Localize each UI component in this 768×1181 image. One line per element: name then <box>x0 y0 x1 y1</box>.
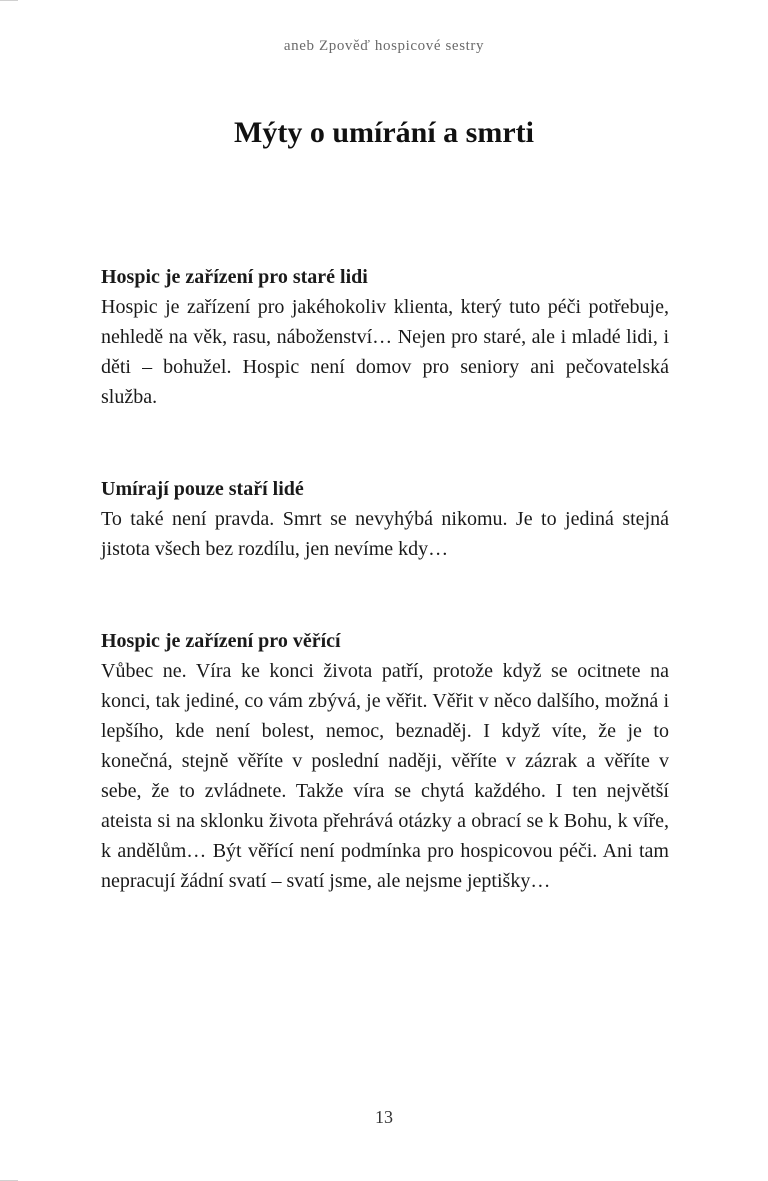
section-heading: Umírají pouze staří lidé <box>101 478 304 500</box>
chapter-title: Mýty o umírání a smrti <box>234 116 534 149</box>
section-myth-only-old-die <box>101 474 669 564</box>
section-myth-elderly <box>101 262 669 412</box>
running-header: aneb Zpověď hospicové sestry <box>283 38 485 54</box>
section-body: To také není pravda. Smrt se nevyhýbá nikomu. Je to jediná stejná jistota všech bez rozdílu, jen nevíme kdy… <box>101 508 669 560</box>
crop-mark-top <box>0 0 18 1</box>
page-content <box>101 262 669 896</box>
section-heading: Hospic je zařízení pro staré lidi <box>101 266 368 288</box>
section-heading: Hospic je zařízení pro věřící <box>101 630 341 652</box>
section-myth-believers <box>101 626 669 896</box>
section-body: Hospic je zařízení pro jakéhokoliv klienta, který tuto péči potřebuje, nehledě na věk, rasu, náboženství… Nejen pro staré, ale i mladé lidi, i děti – bohužel. Hospic není domov pro seniory ani pečovatelská služba. <box>101 296 669 408</box>
page-number: 13 <box>375 1107 393 1127</box>
section-body: Vůbec ne. Víra ke konci života patří, protože když se ocitnete na konci, tak jediné, co vám zbývá, je věřit. Věřit v něco dalšího, možná i lepšího, kde není bolest, nemoc, beznaděj. I když víte, že je to konečná, stejně věříte v poslední naději, věříte v zázrak a věříte v sebe, že to zvládnete. Takže víra se chytá každého. I ten největší ateista si na sklonku života přehrává otázky a obrací se k Bohu, k víře, k andělům… Být věřící není podmínka pro hospicovou péči. Ani tam nepracují žádní svatí – svatí jsme, ale nejsme jeptišky… <box>101 660 669 892</box>
